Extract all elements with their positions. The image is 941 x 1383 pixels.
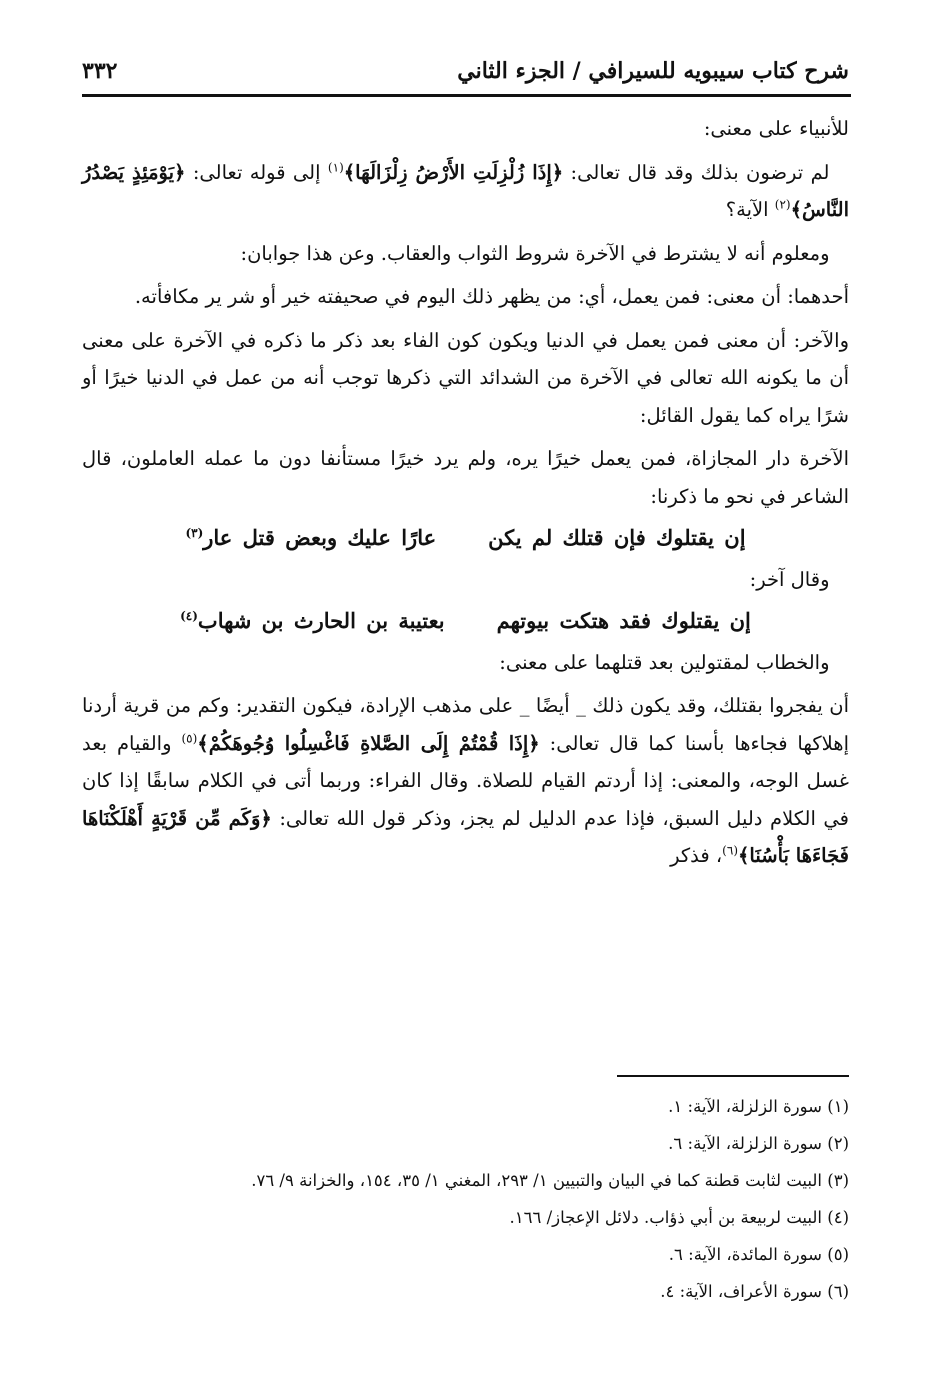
- text-run: أن يفجروا بقتلك، وقد يكون ذلك _ أيضًا _ على مذهب الإرادة، فيكون التقدير: وكم من قرية أردنا إهلاكها فجاءها بأسنا كما قال تعالى:: [82, 694, 849, 755]
- poetry-verse: [82, 602, 849, 640]
- text-run: ، فذكر: [670, 844, 723, 867]
- header-rule: [82, 94, 851, 97]
- footnote: (٥) سورة المائدة، الآية: ٦.: [668, 1245, 849, 1264]
- book-title: شرح كتاب سيبويه للسيرافي / الجزء الثاني: [457, 58, 849, 84]
- footnote-ref: (٦): [722, 843, 738, 858]
- text-run: الآية؟: [725, 198, 775, 221]
- footnote-ref: (٣): [185, 526, 204, 540]
- text-run: لم ترضون بذلك وقد قال تعالى:: [563, 160, 830, 184]
- paragraph: [82, 561, 849, 599]
- text-run: والقيام بعد غسل الوجه، والمعنى: إذا أردتم القيام للصلاة. وقال الفراء: وربما أتى في الكلام سابقًا إذا كان في الكلام دليل السبق، فإذا عدم الدليل لم يجز، وذكر قول الله تعالى:: [82, 731, 849, 830]
- paragraph: للأنبياء على معنى:: [703, 117, 849, 140]
- footnote-ref: (٥): [181, 731, 198, 745]
- footnote: (٢) سورة الزلزلة، الآية: ٦.: [668, 1134, 849, 1153]
- footnote: (١) سورة الزلزلة، الآية: ١.: [668, 1097, 849, 1116]
- quran-quote: ﴿وَكَم مِّن قَرْيَةٍ أَهْلَكْنَاهَا فَجَاءَهَا بَأْسُنَا﴾: [82, 806, 849, 867]
- verse-hemistich: [180, 602, 445, 640]
- verse-hemistich: إن يقتلوك فإن قتلك لم يكن: [488, 525, 746, 550]
- text-run: إلى قوله تعالى:: [185, 160, 328, 184]
- footnote-ref: (١): [327, 160, 344, 174]
- footnotes: [82, 1088, 849, 1310]
- main-text: [82, 110, 849, 875]
- text-run: بعتيبة بن الحارث بن شهاب: [197, 608, 445, 633]
- page-number: ٣٣٢: [82, 58, 118, 84]
- footnote: (٤) البيت لربيعة بن أبي ذؤاب. دلائل الإعجاز/ ١٦٦.: [509, 1208, 849, 1227]
- verse-hemistich: [185, 519, 436, 557]
- footnote-ref: (٤): [180, 609, 198, 623]
- running-header: [82, 48, 849, 94]
- text-run: ومعلوم أنه لا يشترط في الآخرة شروط الثواب والعقاب. وعن هذا جوابان:: [240, 241, 830, 265]
- footnote-rule: [617, 1075, 849, 1077]
- paragraph: [82, 644, 849, 682]
- text-run: وقال آخر:: [749, 567, 830, 591]
- quran-quote: ﴿يَوْمَئِذٍ يَصْدُرُ النَّاسُ﴾: [82, 160, 849, 221]
- paragraph: والآخر: أن معنى فمن يعمل في الدنيا ويكون كون الفاء بعد ذكر ما ذكره في الآخرة على معنى أن ما يكونه الله تعالى في الآخرة من الشدائد التي ذكرها توجب أنه من عمل في الدنيا خيرًا أو شرًا يراه كما يقول القائل:: [82, 328, 849, 427]
- paragraph: أحدهما: أن معنى: فمن يعمل، أي: من يظهر ذلك اليوم في صحيفته خير أو شر ير مكافأته.: [134, 285, 849, 308]
- quran-quote: ﴿إِذَا زُلْزِلَتِ الأَرْضُ زِلْزَالَهَا﴾: [343, 160, 564, 184]
- poetry-verse: [82, 519, 849, 557]
- footnote: (٣) البيت لثابت قطنة كما في البيان والتبيين ١/ ٢٩٣، المغني ١/ ٣٥، ١٥٤، والخزانة ٩/ ٧٦.: [251, 1171, 849, 1190]
- paragraph: الآخرة دار المجازاة، فمن يعمل خيرًا يره، ولم يرد خيرًا مستأنفا دون ما عمله العاملون، قال الشاعر في نحو ما ذكرنا:: [82, 447, 849, 508]
- footnote: (٦) سورة الأعراف، الآية: ٤.: [660, 1282, 849, 1301]
- paragraph: [82, 687, 849, 875]
- text-run: عارًا عليك وبعض قتل عار: [203, 525, 437, 550]
- footnote-ref: (٢): [774, 197, 791, 212]
- quran-quote: ﴿إِذَا قُمْتُمْ إِلَى الصَّلاةِ فَاغْسِلُوا وُجُوهَكُمْ﴾: [197, 731, 540, 755]
- paragraph: [82, 154, 849, 229]
- paragraph: [82, 235, 849, 273]
- text-run: والخطاب لمقتولين بعد قتلهما على معنى:: [499, 650, 830, 674]
- verse-hemistich: إن يقتلوك فقد هتكت بيوتهم: [496, 608, 751, 633]
